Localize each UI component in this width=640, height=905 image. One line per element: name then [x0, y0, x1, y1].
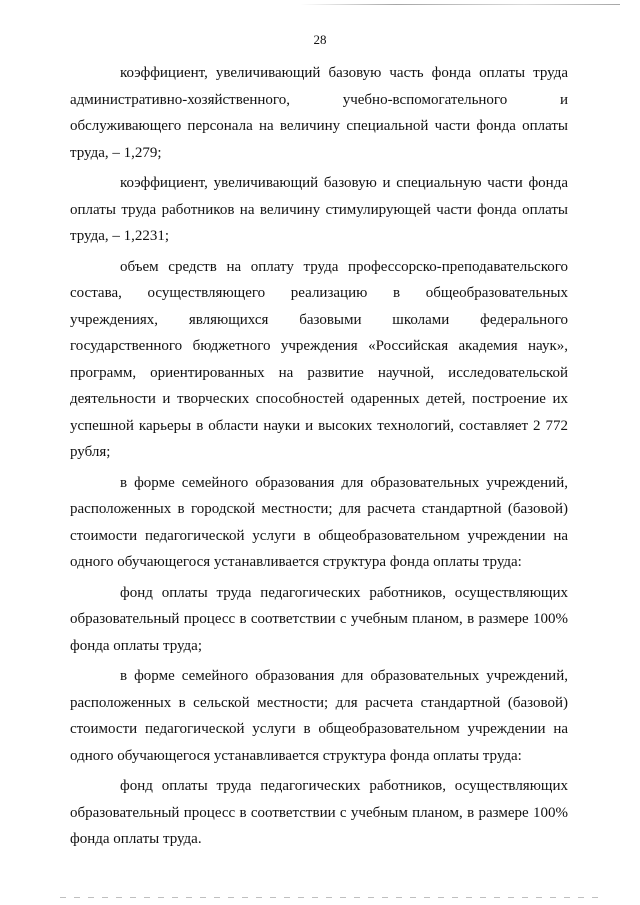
scan-artifact-top — [300, 4, 620, 5]
page-number: 28 — [313, 32, 327, 47]
paragraph-payroll-rural: фонд оплаты труда педагогических работников, осуществляющих образовательный процесс в соответствии с учебным планом, в размере 100% фонда оплаты труда. — [70, 778, 568, 847]
paragraph-faculty-funding: объем средств на оплату труда профессорско-преподавательского состава, осуществляющего реализацию в общеобразовательных учреждениях, являющихся базовыми школами федерального государственного бюджетного учреждения «Российская академия наук», программ, ориентированных на развитие научной, исследовательской деятельности и творческих способностей одаренных детей, построение их успешной карьеры в области науки и высоких технологий, составляет 2 772 рубля; — [70, 258, 568, 460]
scan-artifact-bottom — [60, 897, 600, 898]
paragraph-family-education-urban: в форме семейного образования для образовательных учреждений, расположенных в городской местности; для расчета стандартной (базовой) стоимости педагогической услуги в общеобразовательном учреждении на одного обучающегося устанавливается структура фонда оплаты труда: — [70, 474, 568, 570]
paragraph-family-education-rural: в форме семейного образования для образовательных учреждений, расположенных в сельской местности; для расчета стандартной (базовой) стоимости педагогической услуги в общеобразовательном учреждении на одного обучающегося устанавливается структура фонда оплаты труда: — [70, 668, 568, 764]
body-text — [70, 60, 568, 857]
paragraph-admin-staff-coefficient: коэффициент, увеличивающий базовую часть фонда оплаты труда административно-хозяйственного, учебно-вспомогательного и обслуживающего персонала на величину специальной части фонда оплаты труда, – 1,279; — [70, 65, 568, 161]
paragraph-payroll-urban: фонд оплаты труда педагогических работников, осуществляющих образовательный процесс в соответствии с учебным планом, в размере 100% фонда оплаты труда; — [70, 584, 568, 654]
paragraph-stimulating-coefficient: коэффициент, увеличивающий базовую и специальную части фонда оплаты труда работников на величину стимулирующей части фонда оплаты труда, – 1,2231; — [70, 175, 568, 244]
